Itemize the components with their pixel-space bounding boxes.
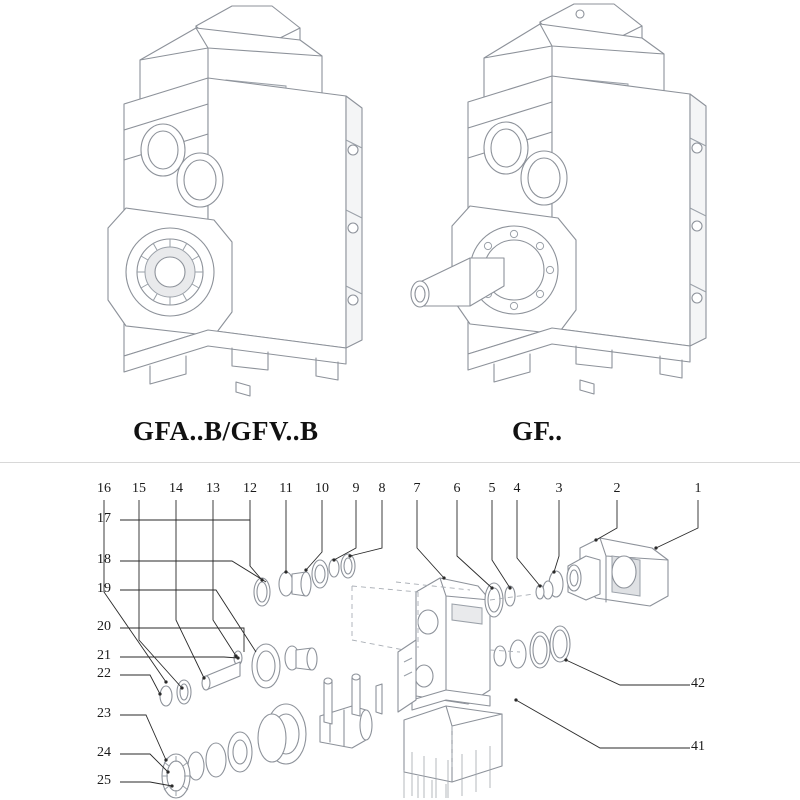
callout-number: 25: [97, 773, 111, 788]
callout-number: 12: [243, 481, 257, 496]
callout-number: 24: [97, 745, 111, 760]
gearbox-isometric-right: [411, 4, 706, 394]
output-gear-assembly: [162, 704, 372, 798]
callout-number: 1: [694, 481, 702, 496]
callout-number: 41: [691, 739, 705, 754]
callout-number: 4: [513, 481, 521, 496]
callout-number: 5: [488, 481, 496, 496]
callout-number: 23: [97, 706, 111, 721]
housing-base: [404, 706, 502, 798]
callout-number: 11: [279, 481, 293, 496]
callout-number: 20: [97, 619, 111, 634]
callout-number: 19: [97, 581, 111, 596]
intermediate-shaft-assembly: [160, 644, 317, 706]
callout-number: 2: [613, 481, 621, 496]
callout-number: 18: [97, 552, 111, 567]
callout-number: 10: [315, 481, 329, 496]
callout-number: 7: [413, 481, 421, 496]
exploded-assembly-diagram: [160, 538, 668, 798]
housing-center: [398, 578, 490, 712]
callout-number: 13: [206, 481, 220, 496]
callout-number: 22: [97, 666, 111, 681]
gearbox-isometric-left: [108, 6, 362, 396]
caption-left-model: GFA..B/GFV..B: [133, 416, 319, 446]
callout-number: 14: [169, 481, 183, 496]
callout-number: 8: [378, 481, 386, 496]
callout-number: 6: [453, 481, 461, 496]
section-divider: [0, 462, 800, 463]
gasket-ring-stack: [485, 571, 570, 668]
callout-number: 42: [691, 676, 705, 691]
input-shaft-assembly: [254, 554, 355, 606]
callout-number: 16: [97, 481, 111, 496]
caption-right-model: GF..: [512, 416, 563, 446]
callout-number: 21: [97, 648, 111, 663]
callout-number: 15: [132, 481, 146, 496]
callout-number: 17: [97, 511, 111, 526]
callout-number: 9: [352, 481, 360, 496]
motor-flange-assembly: [567, 538, 668, 606]
callout-number: 3: [555, 481, 563, 496]
